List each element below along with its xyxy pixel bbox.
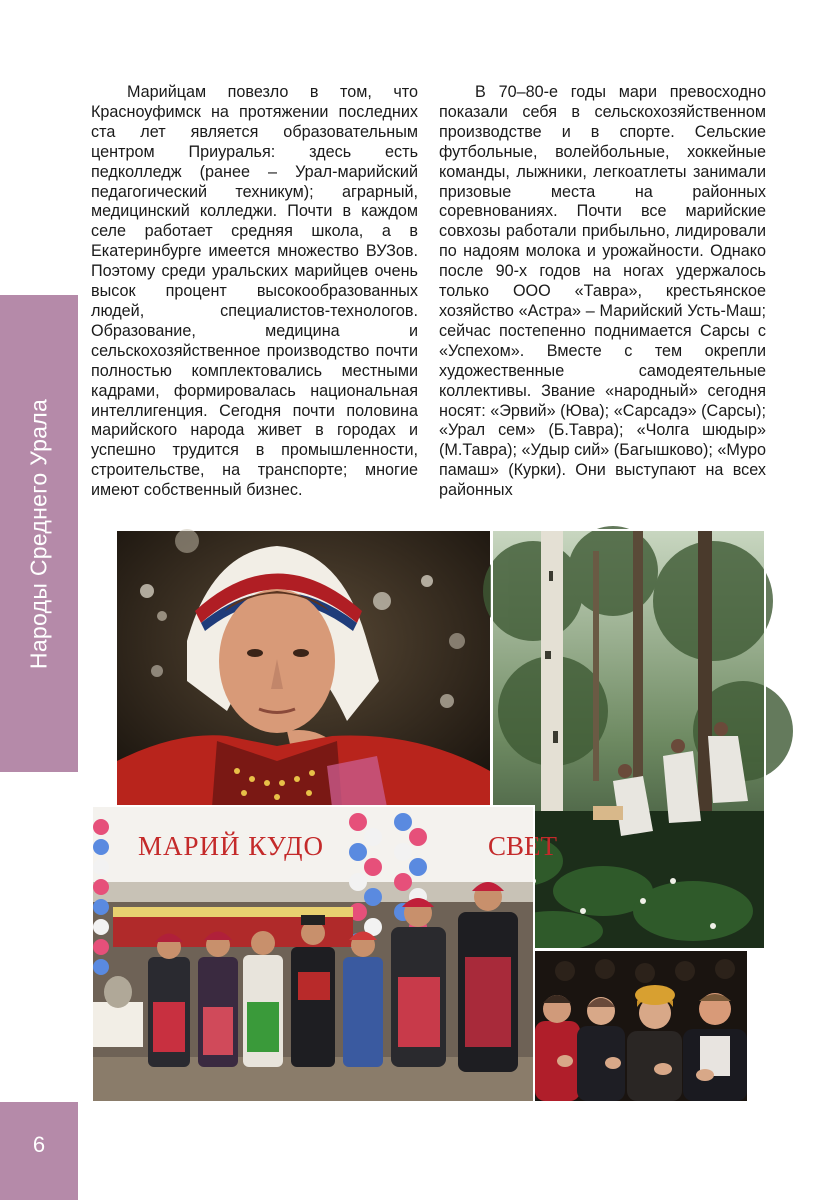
banner-text-left: МАРИЙ КУДО [138,831,325,861]
page-number: 6 [32,1132,46,1157]
paragraph: Марийцам повезло в том, что Красноуфимск на протяжении последних ста лет является образовательным центром Приуралья: здесь есть педколледж (ранее – Урал-марийский педагогический техникум); аграрный, медицинский колледжи. Почти в каждом селе работает средняя школа, а в Екатеринбурге имеется множество ВУЗов. Поэтому среди уральских марийцев очень высок процент высокообразованных людей, специалистов-технологов. Образование, медицина и сельскохозяйственное производство почти полностью комплектовались местными кадрами, формировалась национальная интеллигенция. Сегодня почти половина марийского народа живет в городах и успешно трудится в промышленности, строительстве, на транспорте; многие имеют собственный бизнес. [91,83,418,500]
audience-photo [535,951,747,1101]
banner-text-right: СВЕТ [488,831,558,861]
section-title: Народы Среднего Урала [25,398,52,669]
page-number-tab [0,1102,78,1200]
forest-ritual-photo [493,531,764,948]
section-tab [0,295,78,772]
folk-ensemble-photo [93,807,558,1101]
text-column-left [91,83,418,501]
paragraph: В 70–80-е годы мари превосходно показали себя в сельскохозяйственном производстве и в спорте. Сельские футбольные, волейбольные, хоккейные команды, лыжники, легкоатлеты занимали призовые места на районных соревнованиях. Почти все марийские совхозы работали прибыльно, лидировали по надоям молока и урожайности. Однако после 90-х годов на ногах удержалось только ООО «Тавра», крестьянское хозяйство «Астра» – Марийский Усть-Маш; сейчас постепенно поднимается Сарсы с «Успехом». Вместе с тем окрепли художественные самодеятельные коллективы. Звание «народный» сегодня носят: «Эрвий» (Юва); «Сарсадэ» (Сарсы); «Урал сем» (Б.Тавра); «Чолга шюдыр» (М.Тавра); «Удыр сий» (Багышково); «Муро памаш» (Курки). Они выступают на всех районных [439,83,767,500]
text-column-right [439,83,766,501]
portrait-photo [117,531,490,807]
